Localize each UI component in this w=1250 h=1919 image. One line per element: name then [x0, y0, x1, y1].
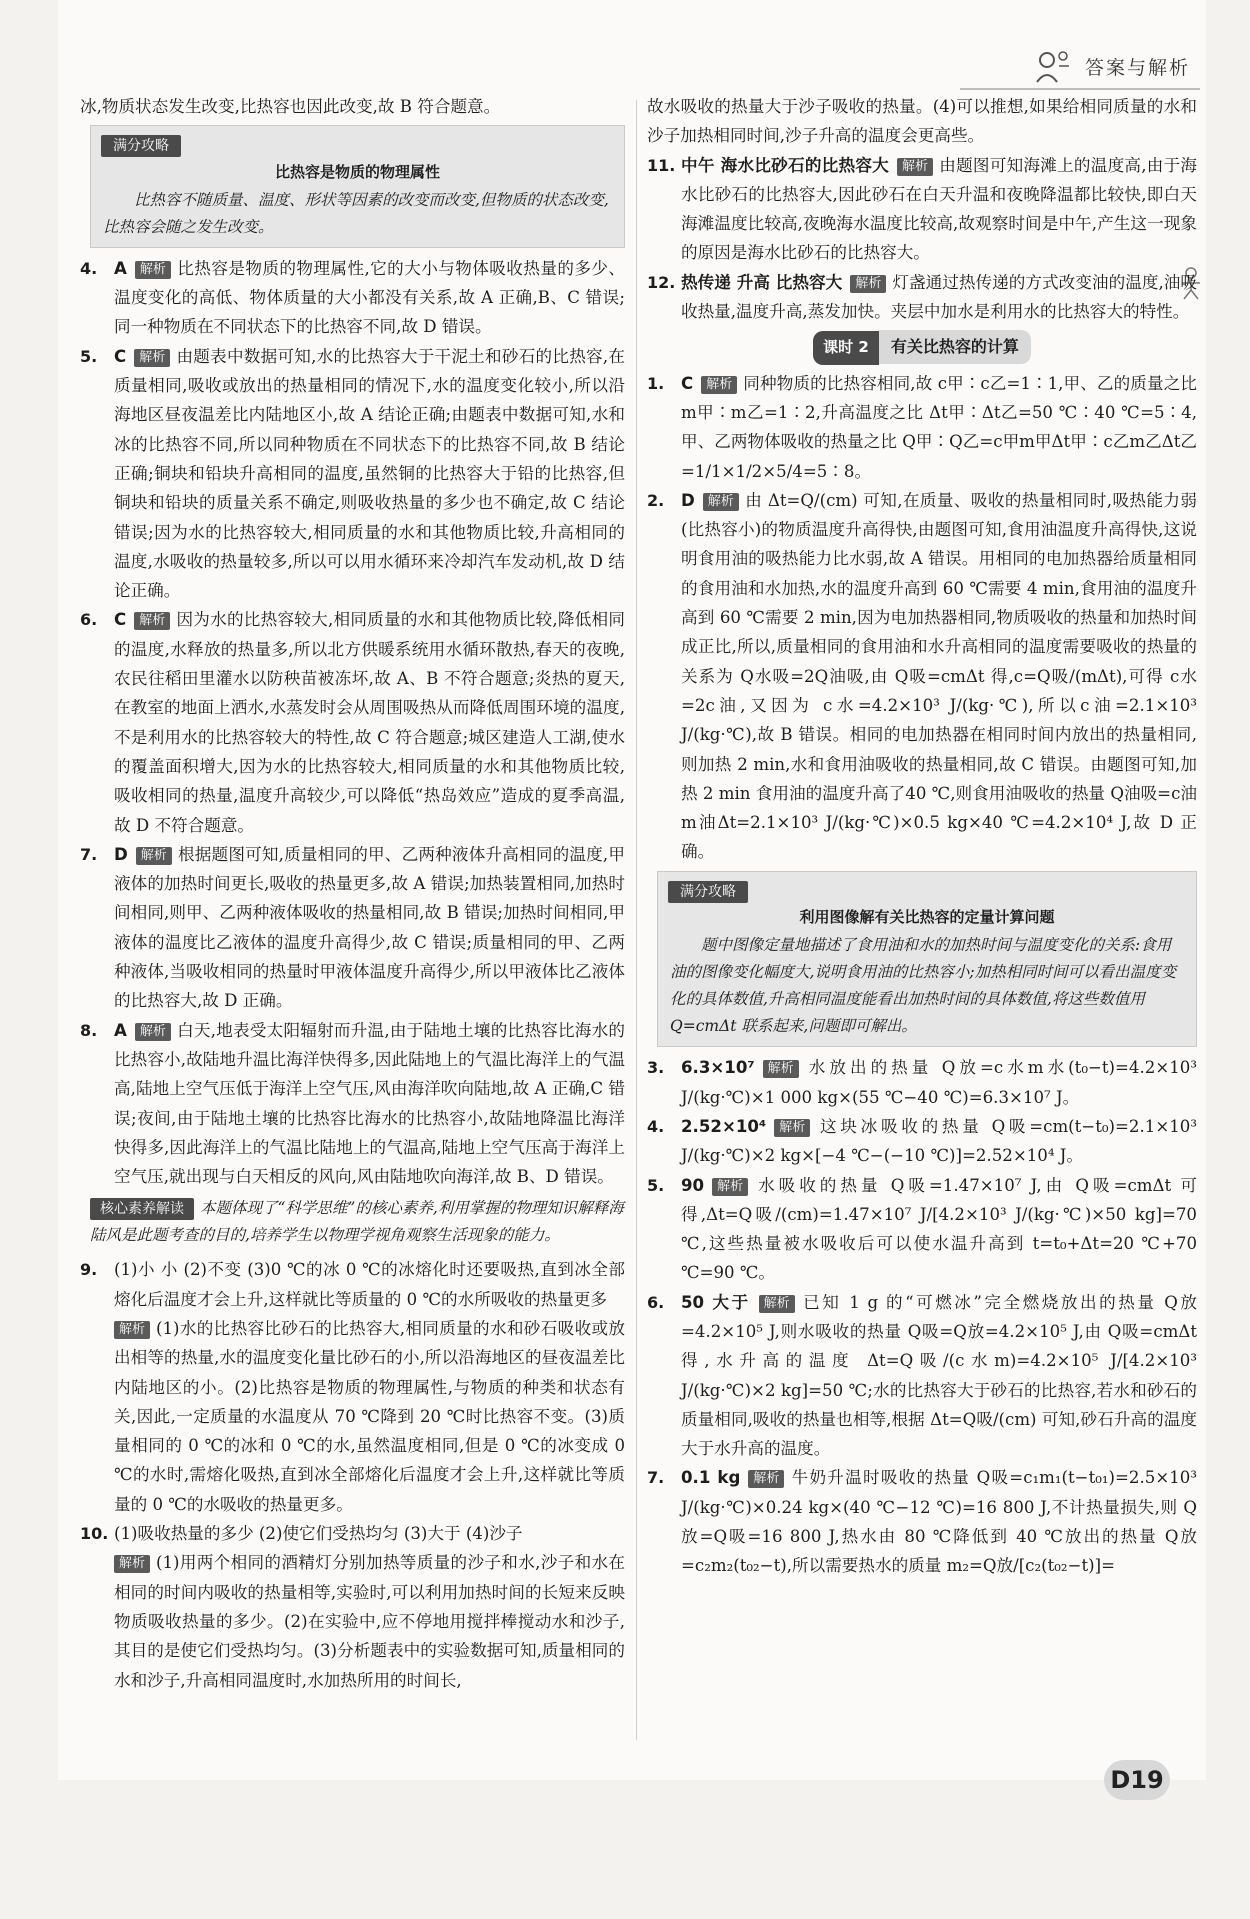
question-number: 4.	[80, 258, 98, 278]
question-text: 比热容是物质的物理属性,它的大小与物体吸收热量的多少、温度变化的高低、物体质量的大小都没有关系,故 A 正确,B、C 错误;同一种物质在不同状态下的比热容不同,故 D 错误。	[114, 258, 625, 337]
core-literacy-note	[90, 1195, 625, 1249]
analysis-text: (1)水的比热容比砂石的比热容大,相同质量的水和砂石吸收或放出相等的热量,水的温度变化量比砂石的小,所以沿海地区的昼夜温差比内陆地区的小。(2)比热容是物质的物理属性,与物质的种类和状态有关,因此,一定质量的水温度从 70 ℃降到 20 ℃时比热容不变。(3)质量相同的 0 ℃的冰和 0 ℃的水,虽然温度相同,但是 0 ℃的冰变成 0 ℃的水时,需熔化吸热,直到冰全部熔化后温度才会上升,这样就比等质量的 0 ℃的水吸收的热量更多。	[114, 1318, 625, 1514]
tips-tab: 满分攻略	[101, 135, 181, 157]
core-literacy-text: 本题体现了“科学思维”的核心素养,利用掌握的物理知识解释海陆风是此题考查的目的,培养学生以物理学视角观察生活现象的能力。	[90, 1199, 624, 1245]
analysis-tag: 解析	[703, 493, 739, 511]
question-text: 灯盏通过热传递的方式改变油的温度,油吸收热量,温度升高,蒸发加快。夹层中加水是利用水的比热容大的特性。	[681, 272, 1197, 322]
analysis-tag: 解析	[134, 349, 170, 367]
tips-box	[657, 871, 1197, 1048]
page-number: D19	[1104, 1760, 1170, 1800]
analysis-tag: 解析	[136, 847, 172, 865]
paragraph: 故水吸收的热量大于沙子吸收的热量。(4)可以推想,如果给相同质量的水和沙子加热相同时间,沙子升高的温度会更高些。	[647, 97, 1197, 146]
question-item	[647, 151, 1197, 268]
question-number: 8.	[80, 1020, 98, 1040]
question-item	[80, 840, 625, 1016]
question-item	[80, 1016, 625, 1192]
header-rule	[960, 88, 1200, 90]
tips-title: 比热容是物质的物理属性	[274, 162, 440, 181]
analysis-tag: 解析	[134, 612, 170, 630]
question-text: 同种物质的比热容相同,故 c甲∶c乙=1∶1,甲、乙的质量之比m甲∶m乙=1∶2,升高温度之比 Δt甲∶Δt乙=50 ℃∶40 ℃=5∶4,甲、乙两物体吸收的热量之比 Q甲∶Q乙=c甲m甲Δt甲∶c乙m乙Δt乙=1/1×1/2×5/4=5∶8。	[681, 373, 1197, 481]
question-number: 11.	[647, 155, 676, 175]
question-item	[80, 1255, 625, 1314]
question-number: 5.	[80, 346, 98, 366]
question-text: 由 Δt=Q/(cm) 可知,在质量、吸收的热量相同时,吸热能力弱(比热容小)的物质温度升高得快,由题图可知,食用油温度升高得快,这说明食用油的吸热能力比水弱,故 A 错误。用相同的电加热器给质量相同的食用油和水加热,水的温度升高到 60 ℃需要 4 min,食用油的温度升高到 60 ℃需要 2 min,因为电加热器相同,物质吸收的热量和加热时间成正比,所以,质量相同的食用油和水升高相同的温度需要吸收的热量的关系为 Q水吸=2Q油吸,由 Q吸=cmΔt 得,c=Q吸/(mΔt),可得 c水=2c油,又因为 c水=4.2×10³ J/(kg·℃),所以c油=2.1×10³ J/(kg·℃),故 B 错误。相同的电加热器在相同时间内放出的热量相同,则加热 2 min,水和食用油吸收的热量相同,故 C 错误。由题图可知,加热 2 min 食用油的温度升高了40 ℃,则食用油吸收的热量 Q油吸=c油m油Δt=2.1×10³ J/(kg·℃)×0.5 kg×40 ℃=4.2×10⁴ J,故 D 正确。	[681, 490, 1197, 862]
question-text: 根据题图可知,质量相同的甲、乙两种液体升高相同的温度,甲液体的加热时间更长,吸收的热量更多,故 A 错误;加热装置相同,加热时间相同,则甲、乙两种液体吸收的热量相同,故 B 错误;加热时间相同,甲液体的温度比乙液体的温度升高得少,故 C 错误;质量相同的甲、乙两种液体,当吸收相同的热量时甲液体温度升高得少,所以甲液体比乙液体的比热容大,故 D 正确。	[114, 844, 625, 1011]
question-answer: 热传递 升高 比热容大	[681, 272, 843, 292]
question-answer: 50 大于	[681, 1292, 751, 1312]
analysis-tag: 解析	[114, 1555, 150, 1573]
question-item	[80, 605, 625, 839]
analysis-tag: 解析	[759, 1295, 795, 1313]
question-number: 9.	[80, 1260, 98, 1280]
analysis-tag: 解析	[774, 1119, 810, 1137]
analysis-tag: 解析	[135, 261, 171, 279]
question-answer: C	[114, 610, 127, 630]
analysis-tag: 解析	[114, 1321, 150, 1339]
column-divider	[636, 100, 637, 1740]
lesson-title: 有关比热容的计算	[879, 330, 1031, 363]
question-number: 2.	[647, 490, 665, 510]
analysis-tag: 解析	[748, 1470, 784, 1488]
question-text: (1)吸收热量的多少 (2)使它们受热均匀 (3)大于 (4)沙子	[114, 1524, 523, 1544]
question-answer: 0.1 kg	[681, 1468, 741, 1488]
tips-title: 利用图像解有关比热容的定量计算问题	[799, 908, 1055, 927]
analysis-paragraph	[80, 1314, 625, 1519]
tips-box	[90, 125, 625, 248]
question-item	[647, 1463, 1197, 1580]
question-text: 已知 1 g 的“可燃冰”完全燃烧放出的热量 Q放=4.2×10⁵ J,则水吸收的热量 Q吸=Q放=4.2×10⁵ J,由 Q吸=cmΔt 得,水升高的温度 Δt=Q吸/(c水m)=4.2×10⁵ J/[4.2×10³ J/(kg·℃)×2 kg]=50 ℃;水的比热容大于砂石的比热容,若水和砂石的质量相同,吸收的热量也相等,根据 Δt=Q吸/(cm) 可知,砂石升高的温度大于水升高的温度。	[681, 1292, 1197, 1459]
question-answer: C	[681, 373, 694, 393]
question-text: 这块冰吸收的热量 Q吸=cm(t−t₀)=2.1×10³ J/(kg·℃)×2 kg×[−4 ℃−(−10 ℃)]=2.52×10⁴ J。	[681, 1116, 1197, 1166]
question-item	[80, 254, 625, 342]
question-answer: A	[114, 258, 127, 278]
question-item	[647, 1053, 1197, 1112]
question-number: 10.	[80, 1524, 109, 1544]
question-text: 白天,地表受太阳辐射而升温,由于陆地土壤的比热容比海水的比热容小,故陆地升温比海洋快得多,因此陆地上的气温比海洋上的气温高,陆地上空气压低于海洋上空气压,风由海洋吹向陆地,故 A 正确,C 错误;夜间,由于陆地土壤的比热容比海水的比热容小,故陆地降温比海洋快得多,因此海洋上的气温比陆地上的气温高,陆地上空气压高于海洋上空气压,就出现与白天相反的风向,风由陆地吹向海洋,故 B、D 错误。	[114, 1020, 625, 1187]
question-number: 5.	[647, 1175, 665, 1195]
question-item	[647, 1288, 1197, 1464]
left-column	[80, 92, 625, 1695]
header-title: 答案与解析	[1084, 56, 1190, 79]
analysis-tag: 解析	[897, 158, 933, 176]
question-answer: 2.52×10⁴	[681, 1116, 767, 1136]
right-column	[647, 92, 1197, 1581]
question-text: (1)小 小 (2)不变 (3)0 ℃的冰 0 ℃的冰熔化时还要吸热,直到冰全部熔化后温度才会上升,这样就比等质量的 0 ℃的水所吸收的热量更多	[114, 1260, 625, 1309]
analysis-tag: 解析	[135, 1023, 171, 1041]
question-number: 7.	[647, 1468, 665, 1488]
question-answer: A	[114, 1020, 127, 1040]
student-icon	[1033, 48, 1073, 84]
question-item	[80, 1519, 625, 1548]
question-number: 1.	[647, 373, 665, 393]
question-item	[647, 1112, 1197, 1171]
question-text: 由题表中数据可知,水的比热容大于干泥土和砂石的比热容,在质量相同,吸收或放出的热量相同的情况下,水的温度变化较小,所以沿海地区昼夜温差比内陆地区小,故 A 结论正确;由题表中数据可知,水和冰的比热容不同,所以同种物质在不同状态下的比热容不同,故 B 结论正确;铜块和铅块升高相同的温度,虽然铜的比热容大于铅的比热容,但铜块和铅块的质量关系不确定,则吸收热量的多少也不确定,故 C 结论错误;因为水的比热容较大,相同质量的水和其他物质比较,升高相同的温度,水吸收的热量较多,所以可以用水循环来冷却汽车发动机,故 D 结论正确。	[114, 346, 625, 601]
analysis-tag: 解析	[712, 1178, 748, 1196]
question-item	[647, 268, 1197, 327]
question-item	[647, 369, 1197, 486]
question-number: 4.	[647, 1116, 665, 1136]
question-item	[80, 342, 625, 606]
question-number: 12.	[647, 272, 676, 292]
lesson-heading	[647, 330, 1197, 364]
question-text: 水放出的热量 Q放=c水m水(t₀−t)=4.2×10³ J/(kg·℃)×1 000 kg×(55 ℃−40 ℃)=6.3×10⁷ J。	[681, 1058, 1197, 1107]
analysis-paragraph	[80, 1548, 625, 1694]
analysis-tag: 解析	[701, 376, 737, 394]
question-item	[647, 486, 1197, 867]
question-answer: D	[114, 844, 128, 864]
question-answer: 中午 海水比砂石的比热容大	[681, 155, 889, 175]
question-item	[647, 1171, 1197, 1288]
question-number: 7.	[80, 844, 98, 864]
analysis-text: (1)用两个相同的酒精灯分别加热等质量的沙子和水,沙子和水在相同的时间内吸收的热量相等,实验时,可以利用加热时间的长短来反映物质吸收热量的多少。(2)在实验中,应不停地用搅拌棒搅动水和沙子,其目的是使它们受热均匀。(3)分析题表中的实验数据可知,质量相同的水和沙子,升高相同温度时,水加热所用的时间长,	[114, 1553, 625, 1690]
tips-tab: 满分攻略	[668, 881, 748, 903]
question-number: 3.	[647, 1058, 665, 1078]
analysis-tag: 解析	[763, 1060, 799, 1078]
core-literacy-tab: 核心素养解读	[90, 1198, 194, 1220]
question-text: 水吸收的热量 Q吸=1.47×10⁷ J,由 Q吸=cmΔt 可得,Δt=Q吸/(cm)=1.47×10⁷ J/[4.2×10³ J/(kg·℃)×50 kg]=70 ℃,这些热量被水吸收后可以使水温升高到 t=t₀+Δt=20 ℃+70 ℃=90 ℃。	[681, 1175, 1197, 1283]
analysis-tag: 解析	[850, 275, 886, 293]
tips-text: 题中图像定量地描述了食用油和水的加热时间与温度变化的关系:食用油的图像变化幅度大,说明食用油的比热容小;加热相同时间可以看出温度变化的具体数值,升高相同温度能看出加热时间的具体数值,将这些数值用 Q=cmΔt 联系起来,问题即可解出。	[670, 936, 1177, 1036]
question-number: 6.	[647, 1292, 665, 1312]
question-text: 牛奶升温时吸收的热量 Q吸=c₁m₁(t−t₀₁)=2.5×10³ J/(kg·℃)×0.24 kg×(40 ℃−12 ℃)=16 800 J,不计热量损失,则 Q放=Q吸=16 800 J,热水由 80 ℃降低到 40 ℃放出的热量 Q放=c₂m₂(t₀₂−t),所以需要热水的质量 m₂=Q放/[c₂(t₀₂−t)]=	[681, 1468, 1197, 1576]
question-number: 6.	[80, 610, 98, 630]
question-answer: C	[114, 346, 127, 366]
question-answer: 6.3×10⁷	[681, 1058, 755, 1078]
tips-text: 比热容不随质量、温度、形状等因素的改变而改变,但物质的状态改变,比热容会随之发生改变。	[103, 190, 609, 236]
question-text: 因为水的比热容较大,相同质量的水和其他物质比较,降低相同的温度,水释放的热量多,所以北方供暖系统用水循环散热,春天的夜晚,农民往稻田里灌水以防秧苗被冻坏,故 A、B 不符合题意;炎热的夏天,在教室的地面上洒水,水蒸发时会从周围吸热从而降低周围环境的温度,不是利用水的比热容较大的特性,故 C 符合题意;城区建造人工湖,使水的覆盖面积增大,因为水的比热容较大,相同质量的水和其他物质比较,吸收相同的热量,温度升高较少,可以降低“热岛效应”造成的夏季高温,故 D 不符合题意。	[114, 610, 625, 835]
question-answer: 90	[681, 1175, 705, 1195]
paragraph: 冰,物质状态发生改变,比热容也因此改变,故 B 符合题意。	[80, 97, 501, 116]
page-header	[1033, 48, 1190, 84]
question-answer: D	[681, 490, 695, 510]
lesson-tag: 课时 2	[813, 331, 879, 364]
question-text: 由题图可知海滩上的温度高,由于海水比砂石的比热容大,因此砂石在白天升温和夜晚降温都比较快,即白天海滩温度比较高,夜晚海水温度比较高,故观察时间是中午,产生这一现象的原因是海水比砂石的比热容大。	[681, 155, 1197, 263]
